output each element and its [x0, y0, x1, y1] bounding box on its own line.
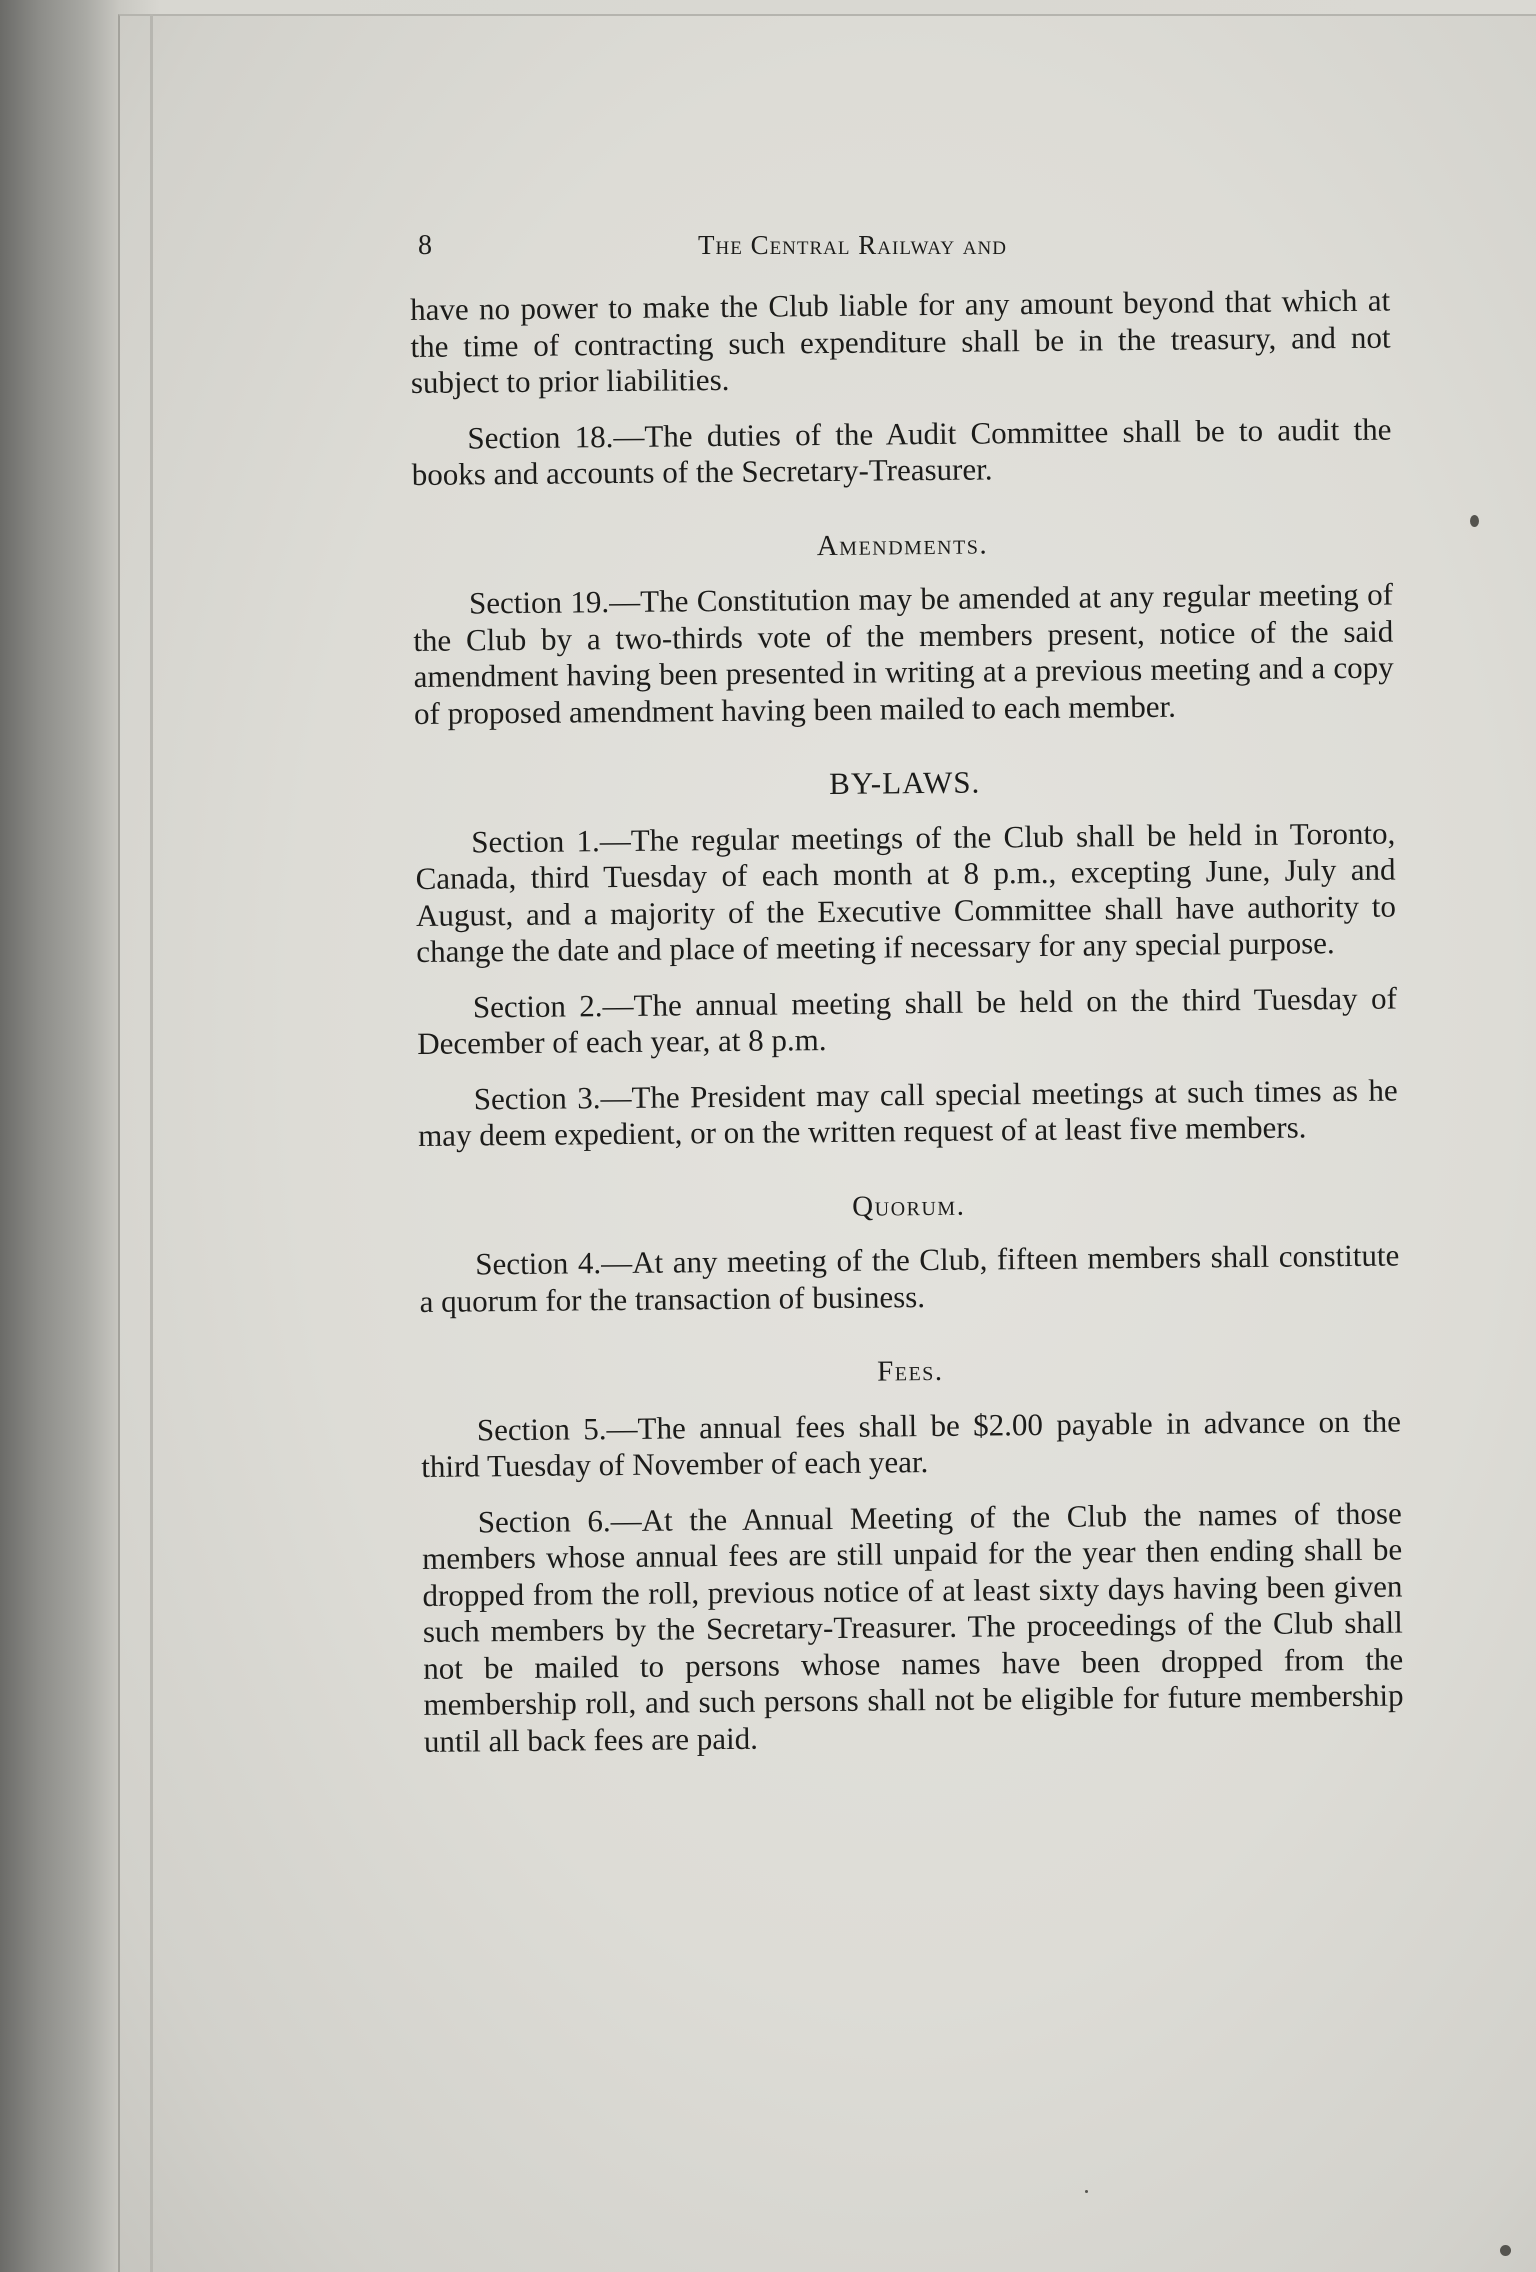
section-19-paragraph: Section 19.—The Constitution may be amended at any regular meeting of the Club by a two-thirds vote of the members present, notice of the said amendment having been presented in writing at a previous meeting and a copy of proposed amendment having been mailed to each member. [413, 576, 1394, 731]
continued-paragraph: have no power to make the Club liable for any amount beyond that which at the time of contracting such expenditure shall be in the treasury, and not subject to prior liabilities. [410, 282, 1391, 400]
section-4-paragraph: Section 4.—At any meeting of the Club, fifteen members shall constitute a quorum for the transaction of business. [419, 1237, 1400, 1319]
section-2-paragraph: Section 2.—The annual meeting shall be held on the third Tuesday of December of each year, at 8 p.m. [417, 980, 1397, 1061]
section-1-paragraph: Section 1.—The regular meetings of the Club shall be held in Toronto, Canada, third Tuesday of each month at 8 p.m., excepting June, July and August, and a majority of the Executive Committee shall have authority to change the date and place of meeting if necessary for any special purpose. [415, 815, 1397, 969]
page-number: 8 [418, 230, 432, 261]
page-header [418, 230, 1418, 270]
section-6-paragraph: Section 6.—At the Annual Meeting of the Club the names of those members whose annual fees are still unpaid for the year then ending shall be dropped from the roll, previous notice of at least sixty days having been given such members by the Secretary-Treasurer. The proceedings of the Club shall not be mailed to persons whose names have been dropped from the membership roll, and such persons shall not be eligible for future membership until all back fees are paid. [421, 1495, 1404, 1759]
quorum-heading: Quorum. [852, 1189, 966, 1223]
binding-fold [150, 14, 153, 2272]
amendments-heading: Amendments. [816, 527, 989, 562]
section-3-paragraph: Section 3.—The President may call special meetings at such times as he may deem expedient, or on the written request of at least five members. [417, 1072, 1398, 1153]
running-title: The Central Railway and [698, 230, 1007, 260]
section-18-paragraph: Section 18.—The duties of the Audit Committee shall be to audit the books and accounts of the Secretary-Treasurer. [411, 411, 1392, 492]
fees-heading: Fees. [877, 1354, 944, 1388]
page-body [410, 283, 1404, 1779]
section-5-paragraph: Section 5.—The annual fees shall be $2.00 payable in advance on the third Tuesday of November of each year. [421, 1403, 1402, 1484]
by-laws-heading: BY-LAWS. [829, 764, 981, 801]
